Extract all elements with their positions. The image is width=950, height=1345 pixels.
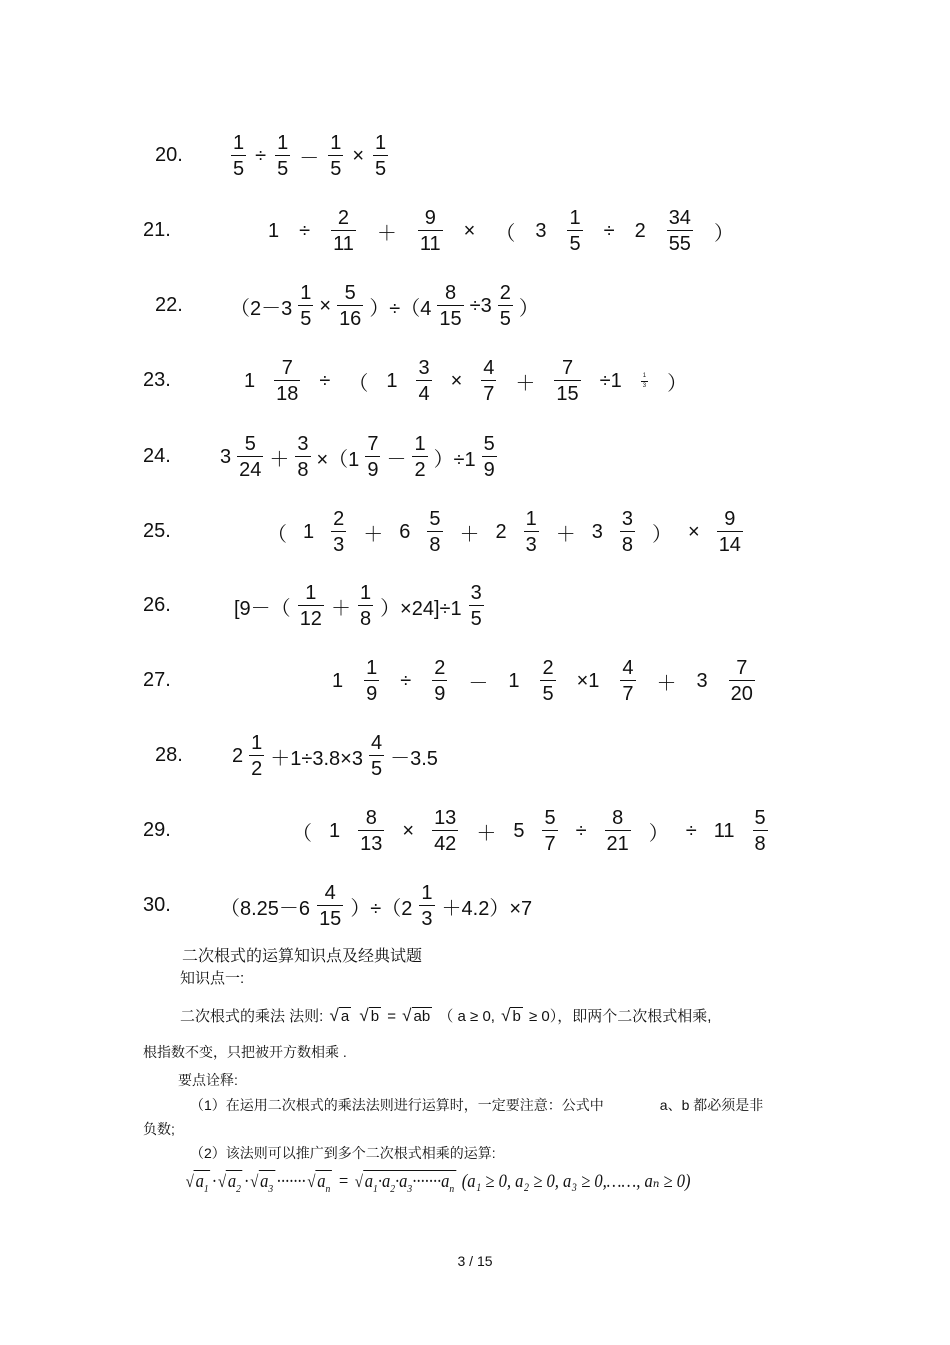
problem-22: [0, 276, 950, 336]
denominator: 8: [358, 605, 373, 629]
denominator: 13: [358, 830, 384, 854]
formula-lhs: $√a_1 \cdot √a_2 \cdot √a_3$ ······· $√a_n$: [185, 1171, 331, 1195]
problem-expression: [218, 876, 534, 936]
problem-number: 28.: [155, 744, 183, 766]
math-term: ×: [319, 294, 332, 317]
math-term: 11: [713, 819, 735, 842]
numerator: 1: [330, 132, 342, 154]
math-term: （: [292, 822, 312, 845]
fraction: [274, 358, 300, 404]
problem-number: 20.: [155, 144, 183, 166]
math-term: ×: [352, 144, 365, 167]
denominator: 9: [482, 456, 497, 480]
fraction: [567, 208, 582, 254]
denominator: 8: [620, 531, 635, 555]
problem-expression: [230, 726, 440, 786]
fraction: [331, 208, 356, 254]
numerator: 5: [754, 807, 766, 829]
fraction: [337, 283, 363, 329]
equals-sign: =: [387, 1008, 396, 1025]
denominator: 3: [419, 905, 434, 929]
fraction: [328, 133, 343, 179]
math-term: 3: [220, 445, 232, 468]
fraction: [469, 583, 484, 629]
math-term: 3: [535, 219, 547, 242]
fraction: [524, 509, 539, 555]
math-term: ÷: [299, 219, 311, 242]
fraction: [554, 358, 580, 404]
problem-expression: [228, 276, 541, 336]
radical-sign-icon: √: [359, 1006, 369, 1025]
denominator: 7: [620, 680, 635, 704]
math-term: 1: [386, 369, 398, 392]
section-title: 二次根式的运算知识点及经典试题: [182, 948, 423, 965]
fraction: [419, 883, 434, 929]
fraction: [620, 658, 635, 704]
math-term: ＋: [269, 448, 290, 471]
denominator: 3: [524, 531, 539, 555]
numerator: 4: [483, 357, 495, 379]
problem-number: 21.: [143, 219, 171, 241]
problem-expression: [330, 651, 758, 711]
denominator: 9: [364, 680, 379, 704]
numerator: 1: [277, 132, 289, 154]
denominator: 5: [567, 230, 582, 254]
radical-sign-icon: √: [501, 1006, 511, 1025]
general-product-formula: [184, 1170, 691, 1195]
denominator: 5: [540, 680, 555, 704]
radical-sign-icon: √: [402, 1006, 412, 1025]
math-term: 3: [696, 669, 708, 692]
denominator: 3: [331, 531, 346, 555]
denominator: 15: [437, 305, 463, 329]
math-term: （: [495, 222, 516, 245]
numerator: 1: [233, 132, 245, 154]
denominator: 2: [412, 456, 427, 480]
problem-expression: [290, 801, 771, 861]
numerator: 1: [300, 282, 312, 304]
rule-condition-close: ≥ 0），即两个二次根式相乘,: [529, 1008, 712, 1025]
problem-28: [0, 726, 950, 786]
denominator: 5: [328, 155, 343, 179]
numerator: 2: [499, 282, 511, 304]
fraction: [753, 808, 768, 854]
numerator: 8: [365, 807, 377, 829]
denominator: 16: [337, 305, 363, 329]
numerator: 5: [429, 508, 441, 530]
numerator: 4: [622, 657, 634, 679]
math-term: 3: [591, 520, 603, 543]
math-term: ＋: [459, 523, 480, 546]
math-term: ＋: [330, 597, 351, 620]
denominator: 3: [642, 383, 647, 389]
numerator: 1: [414, 433, 426, 455]
denominator: 4: [416, 380, 431, 404]
problem-number: 30.: [143, 894, 171, 916]
denominator: 55: [667, 230, 693, 254]
sqrt-a: √ a: [329, 1006, 350, 1025]
numerator: 9: [724, 508, 736, 530]
math-term: 6: [399, 520, 411, 543]
fraction: [542, 808, 557, 854]
problem-number: 23.: [143, 369, 171, 391]
rule-continuation: 根指数不变，只把被开方数相乘 .: [143, 1044, 347, 1060]
numerator: 2: [434, 657, 446, 679]
notes-heading: 要点诠释:: [178, 1072, 238, 1088]
math-term: ）: [518, 297, 539, 320]
numerator: 1: [421, 882, 433, 904]
fraction: [482, 434, 497, 480]
math-term: 1: [332, 669, 344, 692]
numerator: 5: [344, 282, 356, 304]
fraction: [237, 434, 263, 480]
denominator: 21: [605, 830, 631, 854]
math-term: ÷: [575, 819, 587, 842]
math-term: [9－（: [234, 597, 291, 620]
denominator: 2: [249, 755, 264, 779]
numerator: 2: [337, 207, 350, 229]
problem-expression: [265, 502, 746, 562]
math-term: （8.25－6: [220, 897, 311, 920]
numerator: 1: [642, 373, 647, 379]
math-term: －: [299, 147, 320, 170]
fraction: [358, 583, 373, 629]
fraction: [364, 658, 379, 704]
fraction: [295, 434, 310, 480]
math-term: ×: [402, 819, 415, 842]
problem-expression: [242, 351, 689, 411]
problem-expression: [218, 427, 500, 487]
math-term: ）: [652, 523, 672, 546]
denominator: 5: [298, 305, 313, 329]
math-term: －: [468, 672, 489, 695]
problem-number: 29.: [143, 819, 171, 841]
numerator: 2: [542, 657, 554, 679]
rule-label: 二次根式的乘法 法则:: [180, 1008, 324, 1025]
fraction: [231, 133, 246, 179]
problem-number: 22.: [155, 294, 183, 316]
denominator: 12: [298, 605, 324, 629]
math-term: ÷: [319, 369, 331, 392]
fraction: [432, 808, 458, 854]
problem-23: [0, 351, 950, 411]
problem-30: [0, 876, 950, 936]
fraction: [249, 733, 264, 779]
problem-21: [0, 201, 950, 261]
fraction: [298, 583, 324, 629]
math-term: ）: [667, 372, 688, 395]
math-term: ×: [463, 219, 476, 242]
formula-equals: =: [337, 1171, 350, 1192]
math-term: －: [386, 448, 407, 471]
math-term: 2: [232, 744, 244, 767]
math-term: （: [267, 523, 287, 546]
numerator: 8: [444, 282, 457, 304]
math-term: ＋: [476, 822, 497, 845]
denominator: 18: [274, 380, 300, 404]
denominator: 8: [753, 830, 768, 854]
fraction: [358, 808, 384, 854]
math-term: ）: [648, 822, 669, 845]
numerator: 7: [367, 433, 379, 455]
numerator: 1: [569, 207, 581, 229]
numerator: 1: [375, 132, 387, 154]
denominator: 5: [275, 155, 290, 179]
fraction: [605, 808, 631, 854]
numerator: 5: [483, 433, 495, 455]
problem-expression: [228, 126, 391, 186]
numerator: 3: [621, 508, 633, 530]
math-term: ×: [450, 369, 463, 392]
multiplication-rule: [180, 1005, 711, 1026]
numerator: 4: [370, 732, 383, 754]
numerator: 7: [736, 657, 748, 679]
numerator: 3: [418, 357, 430, 379]
math-term: ）÷（4: [369, 297, 432, 320]
problem-number: 24.: [143, 445, 171, 467]
sqrt-ab: √ ab: [402, 1006, 431, 1025]
numerator: 9: [424, 207, 436, 229]
math-term: （2－3: [230, 297, 293, 320]
fraction: [717, 509, 743, 555]
math-term: ＋: [515, 372, 536, 395]
numerator: 1: [525, 508, 537, 530]
math-term: ÷: [685, 819, 697, 842]
numerator: 8: [612, 807, 624, 829]
fraction: [498, 283, 513, 329]
fraction: [641, 373, 648, 389]
numerator: 1: [305, 582, 317, 604]
math-term: ×: [688, 520, 700, 543]
problem-number: 25.: [143, 520, 171, 542]
denominator: 9: [432, 680, 447, 704]
math-term: ＋: [363, 523, 384, 546]
fraction: [275, 133, 290, 179]
numerator: 2: [333, 508, 345, 530]
math-term: ÷: [400, 669, 412, 692]
fraction: [481, 358, 496, 404]
problem-29: [0, 801, 950, 861]
numerator: 1: [366, 657, 378, 679]
denominator: 24: [237, 456, 263, 480]
math-term: ＋: [656, 672, 677, 695]
fraction: [432, 658, 447, 704]
problem-expression: [266, 201, 736, 261]
math-term: ）: [713, 222, 734, 245]
math-term: ＋4.2）×7: [441, 897, 533, 920]
page-number: 3 / 15: [457, 1253, 493, 1269]
math-term: ×（1: [316, 448, 360, 471]
math-term: 1: [268, 219, 280, 242]
fraction: [667, 208, 693, 254]
denominator: 5: [231, 155, 246, 179]
numerator: 7: [281, 357, 293, 379]
denominator: 15: [554, 380, 580, 404]
math-term: 2: [634, 219, 646, 242]
math-term: ÷: [255, 144, 267, 167]
fraction: [427, 509, 442, 555]
sqrt-b-condition: √ b: [501, 1006, 521, 1025]
math-term: 1: [303, 520, 315, 543]
fraction: [298, 283, 313, 329]
knowledge-point-heading: 知识点一:: [180, 970, 245, 987]
math-term: ÷: [603, 219, 615, 242]
math-term: ＋: [376, 222, 397, 245]
fraction: [369, 733, 384, 779]
problem-24: [0, 427, 950, 487]
denominator: 5: [469, 605, 484, 629]
problem-expression: [232, 576, 487, 636]
math-term: 2: [495, 520, 507, 543]
numerator: 13: [434, 807, 457, 829]
denominator: 7: [542, 830, 557, 854]
fraction: [418, 208, 443, 254]
fraction: [331, 509, 346, 555]
problem-number: 27.: [143, 669, 171, 691]
math-term: ×1: [576, 669, 600, 692]
numerator: 3: [297, 433, 309, 455]
math-term: 1: [508, 669, 520, 692]
fraction: [373, 133, 388, 179]
denominator: 14: [717, 531, 743, 555]
fraction: [540, 658, 555, 704]
numerator: 7: [561, 357, 574, 379]
fraction: [437, 283, 463, 329]
fraction: [620, 509, 635, 555]
math-term: ＋1÷3.8×3: [270, 747, 363, 770]
denominator: 5: [373, 155, 388, 179]
denominator: 20: [729, 680, 755, 704]
problem-number: 26.: [143, 594, 171, 616]
sqrt-b: √ b: [359, 1006, 380, 1025]
formula-rhs: $√a_1\cdot a_2\cdot a_3\cdot\cdot\cdot\cdot\cdot\cdot\cdot a_n$: [354, 1171, 455, 1195]
math-term: ）÷（2: [350, 897, 413, 920]
denominator: 15: [317, 905, 343, 929]
math-term: －3.5: [390, 747, 438, 770]
math-term: 1: [329, 819, 341, 842]
fraction: [412, 434, 427, 480]
note-2: （2）该法则可以推广到多个二次根式相乘的运算:: [190, 1145, 496, 1161]
problem-26: [0, 576, 950, 636]
radical-sign-icon: √: [329, 1006, 339, 1025]
problem-27: [0, 651, 950, 711]
math-term: 5: [513, 819, 525, 842]
fraction: [416, 358, 431, 404]
rule-condition-open: （ a ≥ 0,: [438, 1008, 495, 1025]
denominator: 11: [331, 230, 356, 254]
denominator: 11: [418, 230, 443, 254]
numerator: 4: [324, 882, 336, 904]
numerator: 5: [244, 433, 256, 455]
numerator: 1: [359, 582, 372, 604]
denominator: 42: [432, 830, 458, 854]
numerator: 3: [470, 582, 482, 604]
numerator: 5: [544, 807, 556, 829]
formula-conditions: (a₁ ≥ 0, a₂ ≥ 0, a₃ ≥ 0,……, aₙ ≥ 0): [461, 1171, 691, 1192]
denominator: 7: [481, 380, 496, 404]
math-term: ÷1: [599, 369, 622, 392]
math-term: ）×24]÷1: [380, 597, 462, 620]
note-1: （1）在运用二次根式的乘法法则进行运算时，一定要注意：公式中 a、b 都必须是非: [190, 1097, 764, 1113]
denominator: 9: [365, 456, 380, 480]
fraction: [317, 883, 343, 929]
math-term: ÷3: [469, 294, 492, 317]
denominator: 5: [369, 755, 384, 779]
numerator: 34: [668, 207, 691, 229]
fraction: [729, 658, 755, 704]
math-term: （: [348, 372, 369, 395]
fraction: [365, 434, 380, 480]
math-term: ＋: [555, 523, 576, 546]
math-term: ）÷1: [433, 448, 476, 471]
problem-25: [0, 502, 950, 562]
denominator: 8: [295, 456, 310, 480]
note-1-continuation: 负数;: [143, 1121, 175, 1137]
denominator: 8: [427, 531, 442, 555]
denominator: 5: [498, 305, 513, 329]
problem-20: [0, 126, 950, 186]
math-term: 1: [244, 369, 256, 392]
numerator: 1: [251, 732, 263, 754]
